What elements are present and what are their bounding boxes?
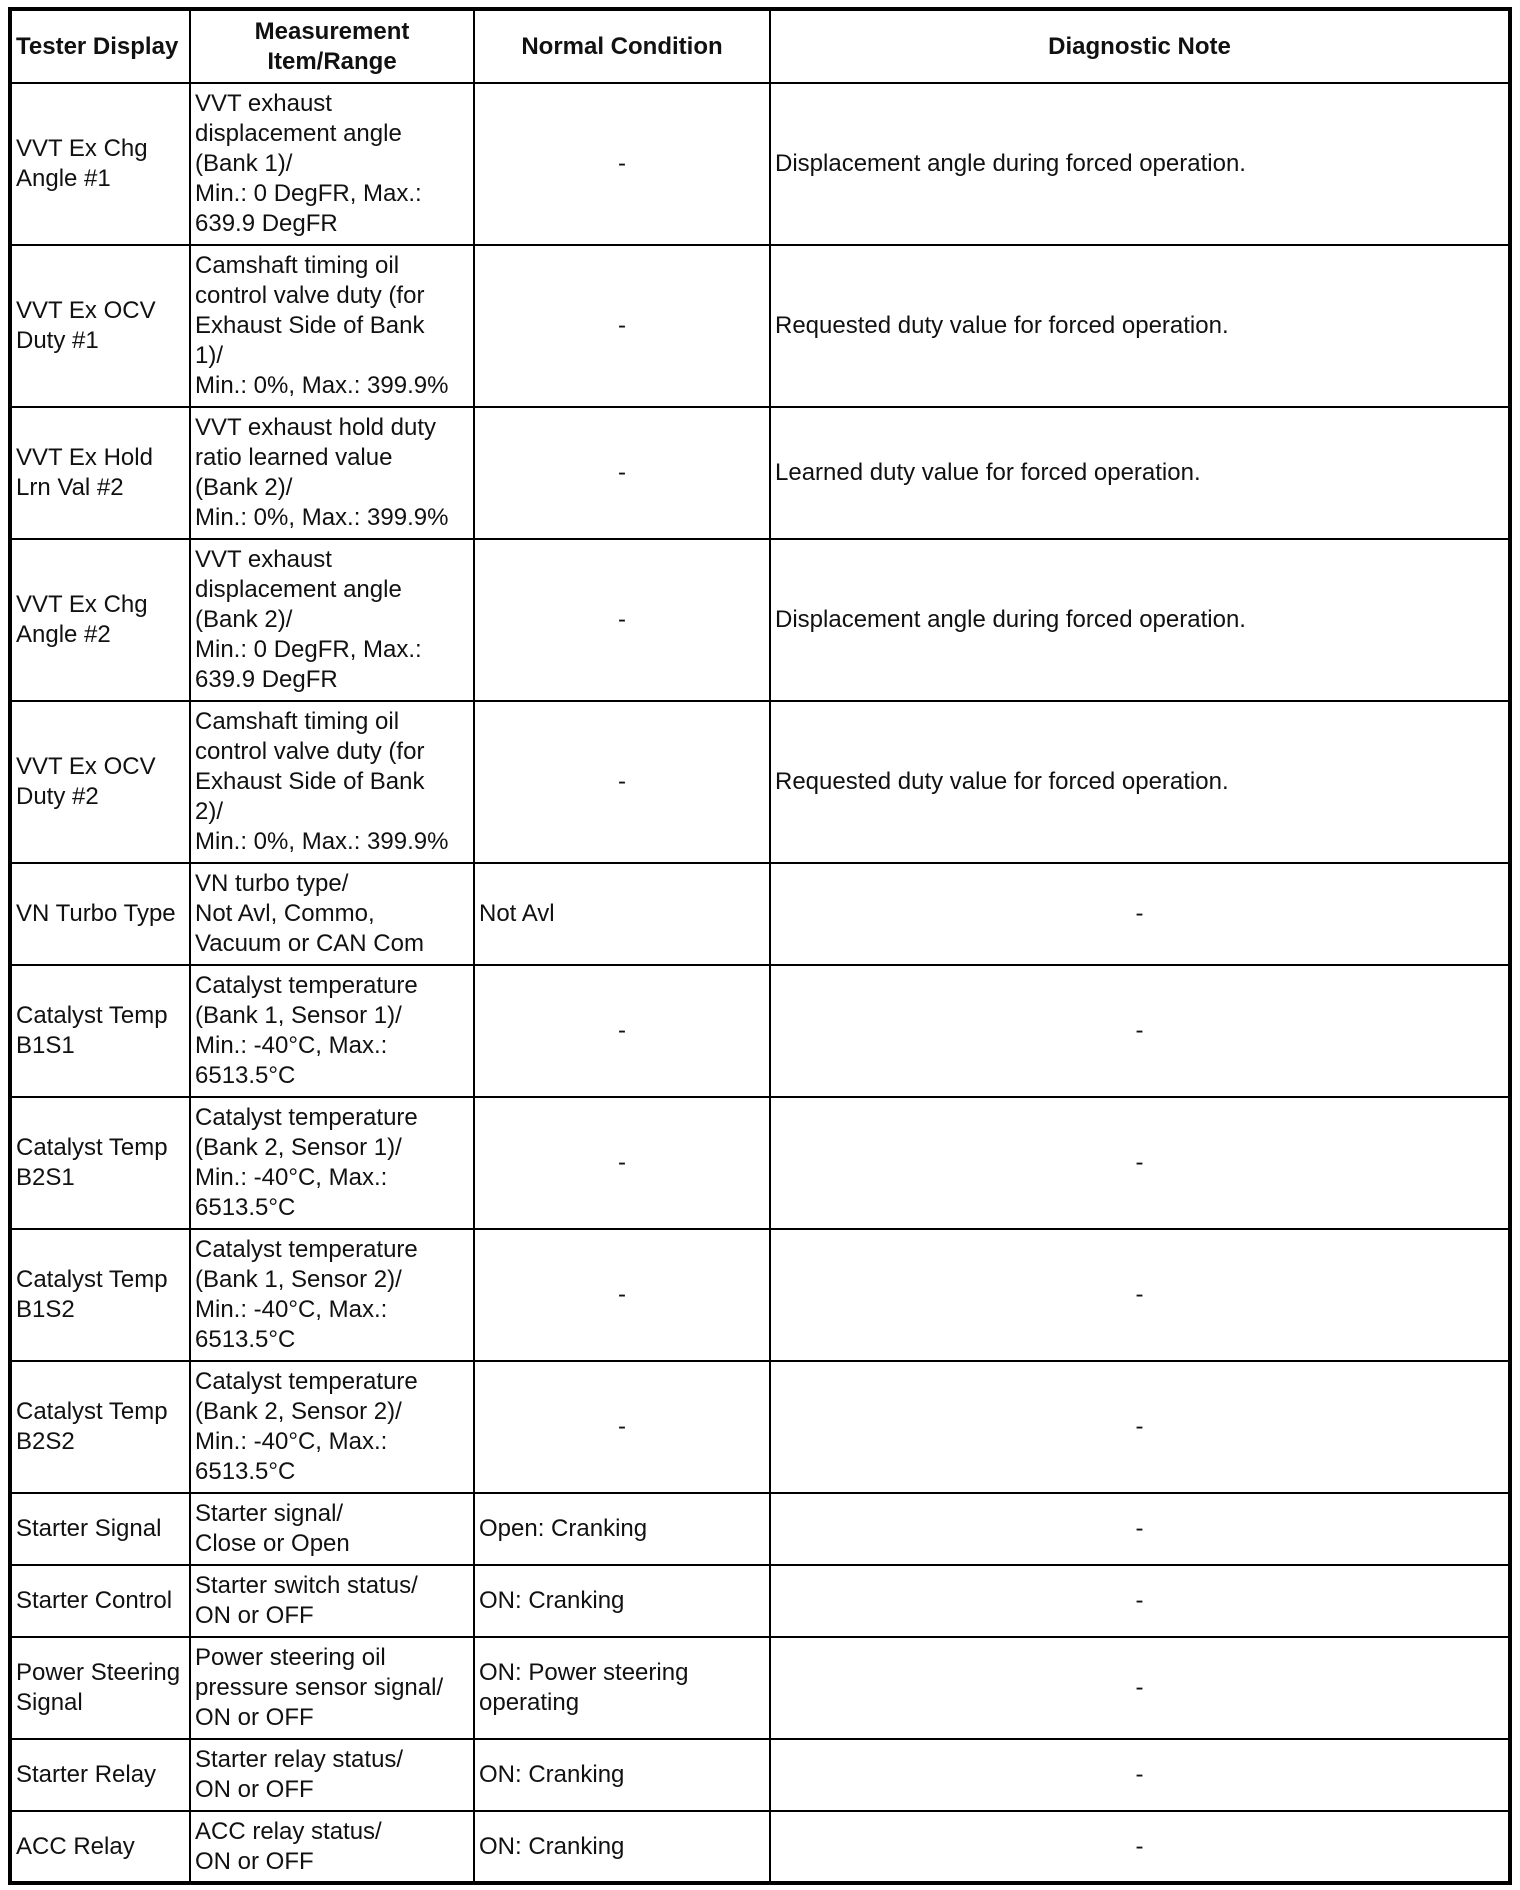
tester-display-cell: VVT Ex OCV Duty #2 [10, 701, 190, 863]
measurement-cell: Catalyst temperature (Bank 2, Sensor 1)/ Min.: -40°C, Max.: 6513.5°C [190, 1097, 474, 1229]
tester-display-cell: VVT Ex Chg Angle #1 [10, 83, 190, 245]
table-row [10, 407, 1510, 539]
table-row [10, 863, 1510, 965]
normal-condition-cell: - [474, 701, 770, 863]
tester-display-cell: VVT Ex Hold Lrn Val #2 [10, 407, 190, 539]
tester-display-cell: Starter Signal [10, 1493, 190, 1565]
normal-condition-cell: - [474, 539, 770, 701]
measurement-cell: VVT exhaust displacement angle (Bank 1)/ Min.: 0 DegFR, Max.: 639.9 DegFR [190, 83, 474, 245]
diagnostic-note-cell: - [770, 1811, 1510, 1883]
diagnostic-note-cell: - [770, 1097, 1510, 1229]
normal-condition-cell: - [474, 407, 770, 539]
normal-condition-cell: - [474, 1229, 770, 1361]
diagnostic-note-cell: - [770, 1739, 1510, 1811]
normal-condition-cell: - [474, 965, 770, 1097]
diagnostic-note-cell: Requested duty value for forced operation. [770, 701, 1510, 863]
normal-condition-cell: ON: Cranking [474, 1811, 770, 1883]
tester-display-cell: Catalyst Temp B2S1 [10, 1097, 190, 1229]
table-body [10, 83, 1510, 1883]
diagnostic-note-cell: - [770, 863, 1510, 965]
tester-display-cell: Catalyst Temp B1S1 [10, 965, 190, 1097]
measurement-cell: VVT exhaust hold duty ratio learned value (Bank 2)/ Min.: 0%, Max.: 399.9% [190, 407, 474, 539]
tester-display-cell: Starter Relay [10, 1739, 190, 1811]
diagnostic-note-cell: - [770, 965, 1510, 1097]
table-row [10, 1739, 1510, 1811]
table-row [10, 1637, 1510, 1739]
measurement-cell: Starter signal/ Close or Open [190, 1493, 474, 1565]
measurement-cell: VVT exhaust displacement angle (Bank 2)/ Min.: 0 DegFR, Max.: 639.9 DegFR [190, 539, 474, 701]
table-row [10, 701, 1510, 863]
table-row [10, 245, 1510, 407]
diagnostic-note-cell: Displacement angle during forced operation. [770, 539, 1510, 701]
diagnostic-note-cell: - [770, 1637, 1510, 1739]
diagnostic-note-cell: - [770, 1229, 1510, 1361]
column-header-measurement: Measurement Item/Range [190, 9, 474, 83]
diagnostic-note-cell: Learned duty value for forced operation. [770, 407, 1510, 539]
diagnostic-note-cell: Requested duty value for forced operation. [770, 245, 1510, 407]
tester-display-cell: VN Turbo Type [10, 863, 190, 965]
tester-display-cell: VVT Ex Chg Angle #2 [10, 539, 190, 701]
measurement-cell: Catalyst temperature (Bank 2, Sensor 2)/ Min.: -40°C, Max.: 6513.5°C [190, 1361, 474, 1493]
normal-condition-cell: Open: Cranking [474, 1493, 770, 1565]
table-row [10, 1565, 1510, 1637]
measurement-cell: Catalyst temperature (Bank 1, Sensor 1)/ Min.: -40°C, Max.: 6513.5°C [190, 965, 474, 1097]
tester-display-cell: Power Steering Signal [10, 1637, 190, 1739]
diagnostic-note-cell: - [770, 1361, 1510, 1493]
normal-condition-cell: ON: Cranking [474, 1565, 770, 1637]
table-container [8, 7, 1512, 1885]
column-header-tester-display: Tester Display [10, 9, 190, 83]
column-header-normal-condition: Normal Condition [474, 9, 770, 83]
measurement-cell: Power steering oil pressure sensor signal/ ON or OFF [190, 1637, 474, 1739]
table-row [10, 1361, 1510, 1493]
measurement-cell: VN turbo type/ Not Avl, Commo, Vacuum or CAN Com [190, 863, 474, 965]
column-header-diagnostic-note: Diagnostic Note [770, 9, 1510, 83]
tester-display-cell: Catalyst Temp B2S2 [10, 1361, 190, 1493]
table-row [10, 1811, 1510, 1883]
measurement-cell: Starter switch status/ ON or OFF [190, 1565, 474, 1637]
table-row [10, 965, 1510, 1097]
tester-display-cell: ACC Relay [10, 1811, 190, 1883]
table-row [10, 539, 1510, 701]
normal-condition-cell: - [474, 1361, 770, 1493]
measurement-cell: Camshaft timing oil control valve duty (for Exhaust Side of Bank 2)/ Min.: 0%, Max.: 399.9% [190, 701, 474, 863]
data-list-table [8, 7, 1512, 1885]
measurement-cell: Starter relay status/ ON or OFF [190, 1739, 474, 1811]
tester-display-cell: VVT Ex OCV Duty #1 [10, 245, 190, 407]
measurement-cell: ACC relay status/ ON or OFF [190, 1811, 474, 1883]
table-row [10, 1097, 1510, 1229]
normal-condition-cell: Not Avl [474, 863, 770, 965]
normal-condition-cell: - [474, 83, 770, 245]
measurement-cell: Camshaft timing oil control valve duty (for Exhaust Side of Bank 1)/ Min.: 0%, Max.: 399.9% [190, 245, 474, 407]
table-row [10, 1229, 1510, 1361]
table-row [10, 83, 1510, 245]
table-row [10, 1493, 1510, 1565]
diagnostic-note-cell: - [770, 1565, 1510, 1637]
tester-display-cell: Catalyst Temp B1S2 [10, 1229, 190, 1361]
normal-condition-cell: ON: Cranking [474, 1739, 770, 1811]
diagnostic-note-cell: - [770, 1493, 1510, 1565]
tester-display-cell: Starter Control [10, 1565, 190, 1637]
table-header-row [10, 9, 1510, 83]
normal-condition-cell: ON: Power steering operating [474, 1637, 770, 1739]
normal-condition-cell: - [474, 1097, 770, 1229]
measurement-cell: Catalyst temperature (Bank 1, Sensor 2)/ Min.: -40°C, Max.: 6513.5°C [190, 1229, 474, 1361]
diagnostic-note-cell: Displacement angle during forced operation. [770, 83, 1510, 245]
normal-condition-cell: - [474, 245, 770, 407]
